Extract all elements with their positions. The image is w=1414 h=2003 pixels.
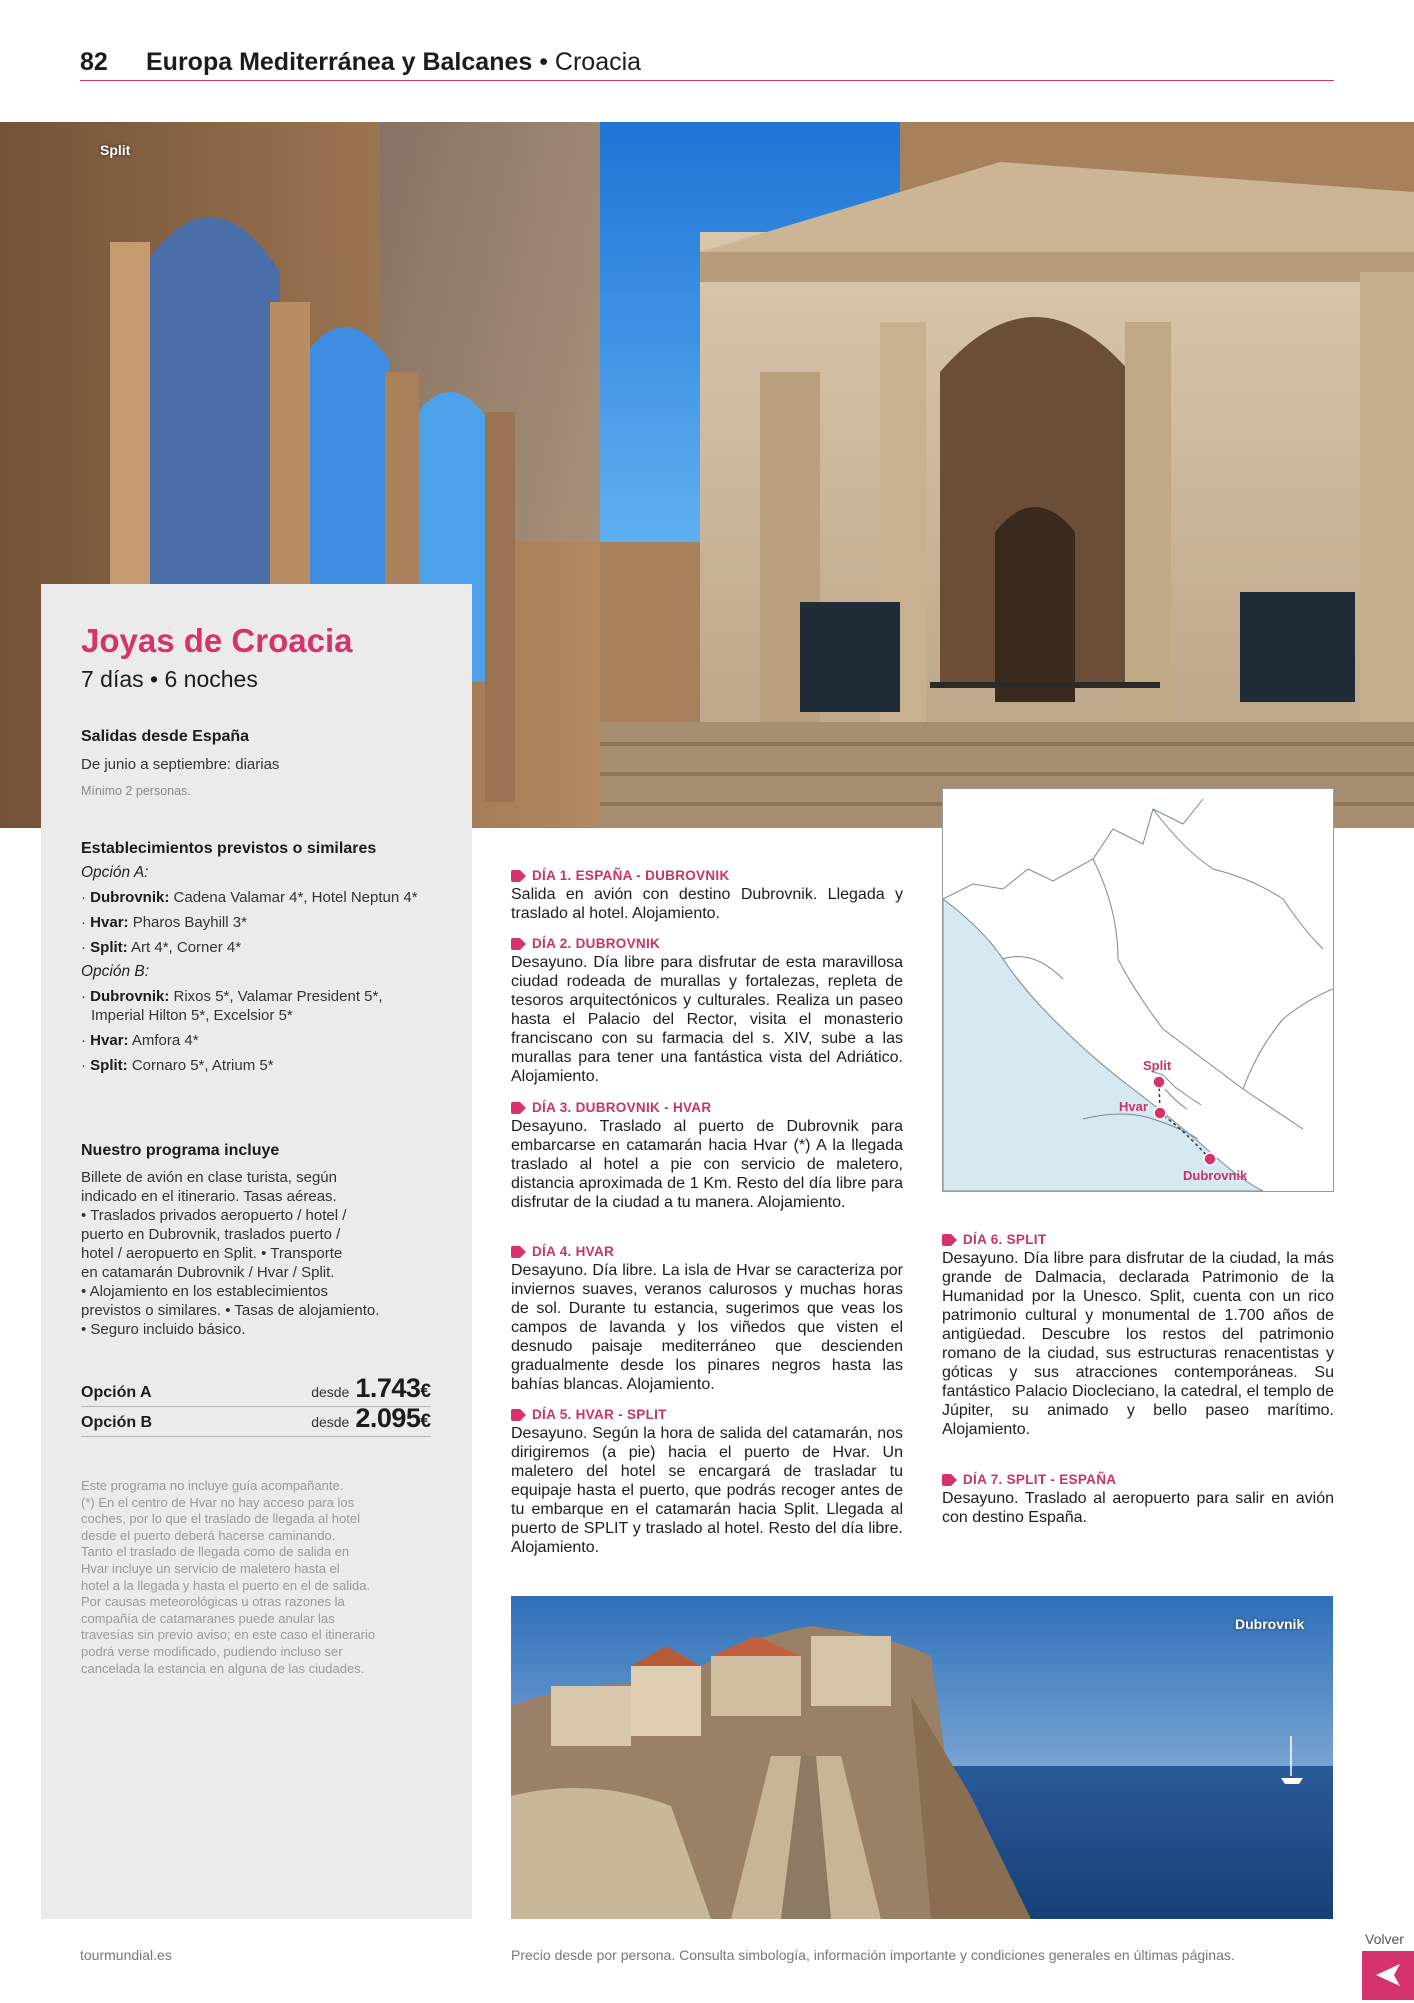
day-title: DÍA 3. DUBROVNIK - HVAR — [532, 1100, 712, 1115]
map-label-split: Split — [1143, 1058, 1172, 1073]
photo2-caption: Dubrovnik — [1235, 1616, 1305, 1632]
hotel-item: · Dubrovnik: Rixos 5*, Valamar President 5*, Imperial Hilton 5*, Excelsior 5* — [81, 988, 383, 1024]
bullet-arrow-icon — [511, 1246, 526, 1258]
includes-line: • Alojamiento en los establecimientos — [81, 1283, 329, 1300]
day-text: Desayuno. Traslado al puerto de Dubrovnik para embarcarse en catamarán hacia Hvar (*) A la llegada traslado al hotel a pie con servicio de maletero, distancia aproximada de 1 Km. Resto del día libre para disfrutar de la ciudad a tu manera. Alojamiento. — [511, 1118, 903, 1211]
day-title: DÍA 2. DUBROVNIK — [532, 936, 661, 951]
note-line: desde el puerto deberá hacerse caminando. — [81, 1527, 336, 1543]
tour-notes — [81, 1478, 433, 1677]
map-label-dubrovnik: Dubrovnik — [1183, 1168, 1248, 1183]
day-text: Desayuno. Según la hora de salida del catamarán, nos dirigiremos (a pie) hacia el puerto de Hvar. Un maletero del hotel se encargará de trasladar tu equipaje hasta el puerto, que podrás recoger antes de tu embarque en el catamarán hacia Split. Llegada al puerto de SPLIT y traslado al hotel. Resto del día libre. Alojamiento. — [511, 1425, 903, 1556]
includes-line: hotel / aeropuerto en Split. • Transporte — [81, 1245, 343, 1262]
croatia-map — [943, 789, 1333, 1191]
price-label: Opción A — [81, 1384, 152, 1401]
back-arrow-icon — [1362, 1951, 1414, 2000]
day-title: DÍA 1. ESPAÑA - DUBROVNIK — [532, 868, 730, 883]
itinerary-day-2 — [511, 936, 903, 1086]
includes-line: Billete de avión en clase turista, según — [81, 1169, 337, 1186]
includes-block — [81, 1142, 433, 1339]
bullet-arrow-icon — [511, 870, 526, 882]
day-text: Desayuno. Día libre para disfrutar de esta maravillosa ciudad rodeada de murallas y fortalezas, repleta de tesoros arquitectónicos y culturales. Realiza un paseo hasta el Palacio del Rector, visita el monasterio franciscano con su farmacia del s. XIV, sube a las murallas para tener una fantástica vista del Adriático. Alojamiento. — [511, 954, 903, 1085]
day-title: DÍA 4. HVAR — [532, 1244, 615, 1259]
departures-heading: Salidas desde España — [81, 728, 250, 745]
departures-text: De junio a septiembre: diarias — [81, 756, 280, 773]
minimum-persons: Mínimo 2 personas. — [81, 784, 191, 798]
includes-line: previstos o similares. • Tasas de alojamiento. — [81, 1302, 380, 1319]
bullet-arrow-icon — [511, 938, 526, 950]
itinerary-day-7 — [942, 1472, 1334, 1527]
establishments-block — [81, 840, 431, 1081]
note-line: cancelada la estancia en alguna de las ciudades. — [81, 1660, 365, 1676]
note-line: podrá verse modificado, pudiendo incluso ser — [81, 1643, 343, 1659]
hotel-item: · Split: Cornaro 5*, Atrium 5* — [81, 1057, 274, 1074]
section-name: Europa Mediterránea y Balcanes — [146, 48, 533, 76]
establishments-heading: Establecimientos previstos o similares — [81, 840, 377, 857]
note-line: (*) En el centro de Hvar no hay acceso para los — [81, 1494, 355, 1510]
includes-line: indicado en el itinerario. Tasas aéreas. — [81, 1188, 337, 1205]
tour-title: Joyas de Croacia — [81, 622, 353, 659]
includes-line: • Traslados privados aeropuerto / hotel / — [81, 1207, 347, 1224]
itinerary-day-4 — [511, 1244, 903, 1394]
includes-heading: Nuestro programa incluye — [81, 1142, 280, 1159]
map-label-hvar: Hvar — [1119, 1099, 1148, 1114]
day-title: DÍA 7. SPLIT - ESPAÑA — [963, 1472, 1117, 1487]
photo-dubrovnik — [511, 1596, 1333, 1919]
section-title — [146, 48, 641, 77]
note-line: travesías sin previo aviso; en este caso el itinerario — [81, 1627, 376, 1643]
itinerary-day-6 — [942, 1232, 1334, 1439]
price-option-b — [81, 1403, 431, 1437]
day-text: Desayuno. Día libre para disfrutar de la ciudad, la más grande de Dalmacia, declarada Patrimonio de la Humanidad por la Unesco. Split, cuenta con un rico patrimonio cultural y monumental de 1.700 años de antigüedad. Descubre los restos del patrimonio romano de la ciudad, sus estructuras renacentistas y góticas y sus atracciones contemporáneas. Su fantástico Palacio Diocleciano, la catedral, el templo de Júpiter, su animado y bello paseo marítimo. Alojamiento. — [942, 1250, 1334, 1438]
price-value: desde 2.095€ — [311, 1403, 431, 1433]
hotel-item: · Dubrovnik: Cadena Valamar 4*, Hotel Neptun 4* — [81, 889, 418, 906]
option-a-hotels — [81, 888, 431, 957]
back-button[interactable] — [1362, 1951, 1414, 2000]
includes-line: puerto en Dubrovnik, traslados puerto / — [81, 1226, 341, 1243]
note-line: Por causas meteorológicas u otras razones la — [81, 1594, 345, 1610]
hotel-item: · Hvar: Amfora 4* — [81, 1032, 199, 1049]
page-header — [80, 46, 1334, 81]
bullet-arrow-icon — [942, 1474, 957, 1486]
bullet-arrow-icon — [511, 1409, 526, 1421]
note-line: Hvar incluye un servicio de maletero hasta el — [81, 1560, 340, 1576]
day-text: Desayuno. Traslado al aeropuerto para salir en avión con destino España. — [942, 1490, 1334, 1526]
hotel-item: · Split: Art 4*, Corner 4* — [81, 939, 242, 956]
route-map — [942, 788, 1334, 1192]
footer-note: Precio desde por persona. Consulta simbología, información importante y condiciones generales en últimas páginas. — [511, 1947, 1235, 1963]
note-line: compañía de catamaranes puede anular las — [81, 1610, 335, 1626]
price-value: desde 1.743€ — [311, 1373, 431, 1403]
day-title: DÍA 5. HVAR - SPLIT — [532, 1407, 667, 1422]
price-label: Opción B — [81, 1414, 153, 1431]
subsection-name: • Croacia — [539, 48, 642, 76]
note-line: hotel a la llegada y hasta el puerto en el de salida. — [81, 1577, 371, 1593]
day-text: Salida en avión con destino Dubrovnik. Llegada y traslado al hotel. Alojamiento. — [511, 886, 903, 922]
tour-sidebar — [41, 584, 472, 1919]
includes-line: • Seguro incluido básico. — [81, 1321, 246, 1338]
departures-block — [81, 728, 431, 798]
tour-duration: 7 días • 6 noches — [81, 666, 258, 692]
bullet-arrow-icon — [511, 1102, 526, 1114]
note-line: coches, por lo que el traslado de llegada al hotel — [81, 1511, 360, 1527]
day-text: Desayuno. Día libre. La isla de Hvar se caracteriza por inviernos suaves, veranos calurosos y muchas horas de sol. Durante tu estancia, sugerimos que veas los campos de lavanda y los viñedos que visten el desnudo paisaje mediterráneo que descienden gradualmente desde los pinares negros hasta las bahías blancas. Alojamiento. — [511, 1262, 903, 1393]
back-label[interactable]: Volver — [1365, 1931, 1404, 1947]
itinerary-day-3 — [511, 1100, 903, 1212]
option-b-label: Opción B: — [81, 963, 150, 980]
hero-caption: Split — [100, 142, 131, 158]
note-line: Este programa no incluye guía acompañante. — [81, 1478, 344, 1493]
bullet-arrow-icon — [942, 1234, 957, 1246]
day-title: DÍA 6. SPLIT — [963, 1232, 1047, 1247]
option-b-hotels — [81, 987, 431, 1075]
itinerary-day-5 — [511, 1407, 903, 1557]
includes-line: en catamarán Dubrovnik / Hvar / Split. — [81, 1264, 335, 1281]
page-number: 82 — [80, 48, 108, 76]
footer-website[interactable]: tourmundial.es — [80, 1947, 172, 1963]
option-a-label: Opción A: — [81, 864, 149, 881]
hotel-item: · Hvar: Pharos Bayhill 3* — [81, 914, 247, 931]
itinerary-day-1 — [511, 868, 903, 923]
note-line: Tanto el traslado de llegada como de salida en — [81, 1544, 350, 1560]
